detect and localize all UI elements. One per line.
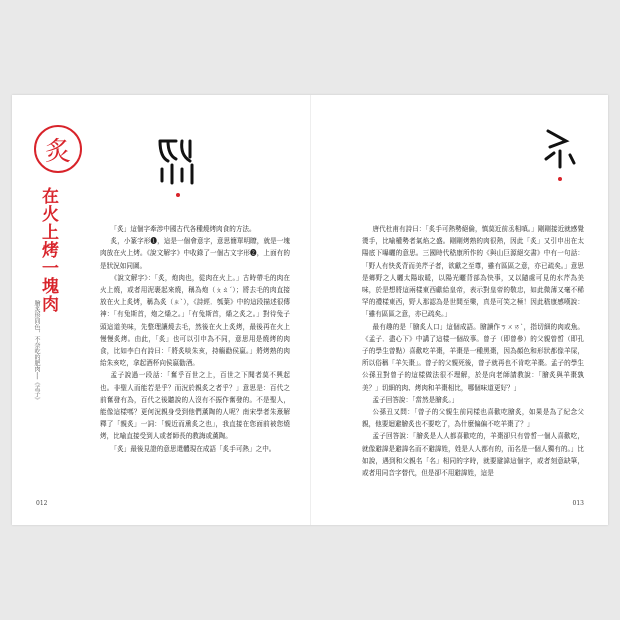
page-number-right: 013 (572, 500, 584, 507)
seal-character (34, 125, 82, 173)
paragraph: 孟子說過一段話：「奮乎百世之上，百世之下聞者莫不興起也。非聖人而能若是乎？而況於親炙之者乎？」意思是：百代之前奮發有為，百代之後聽說的人沒有不振作奮發的。不是聖人，能像這樣嗎？更何況親身受到他們薰陶的人呢？南宋學者朱熹解釋了「親炙」一詞：「親近而熏炙之也」，我直接在您面前被您燒烤，比喻直接受到人或者師長的教誨或薰陶。 (100, 371, 290, 441)
page-gutter (310, 95, 311, 525)
figure-marker-2 (558, 177, 562, 181)
paragraph: 孟子回答說：「當然是膾炙。」 (372, 395, 459, 404)
paragraph: 「炙」這個字牽涉中國古代各種燒烤肉食的方法。 (110, 225, 256, 233)
chapter-title: 在火上烤一塊肉 (38, 187, 58, 313)
paragraph: 「炙」最後見證的意思還體現在成語「炙手可熱」之中。 (110, 444, 276, 453)
paragraph: 公孫丑又問：「曾子的父親生前同樣也喜歡吃膾炙，如果是為了紀念父親，他要迴避膾炙也不要吃了，為什麼偏偏不吃羊棗了？」 (362, 408, 584, 429)
paragraph: 孟子回答說：「膾炙是人人都喜歡吃的，羊棗卻只有曾皙一個人喜歡吃，就像避諱是避諱名而不避諱姓，姓是人人都有的，而名是一個人獨有的。」比如說，遇到和父親名「名」相同的字時，就要避諱這個字，或者刻意缺筆，或者用同音字替代，但是卻不用避諱姓，這是 (362, 432, 584, 478)
seal-char: 炙 (44, 136, 71, 167)
paragraph: 唐代杜甫有詩曰：「炙手可熱勢絕倫，慎莫近前丞相嗔。」剛剛接近就感覺燙手，比喻權勢者氣焰之盛。剛剛烤熟的肉很熱，因此「炙」又引申出在太陽底下曝曬的意思。三國時代嵇康所作的《與山巨源絕交書》中有一句話：「野人有快炙背而美芹子者，欲獻之至尊，雖有區區之意，亦已疏矣。」意思是鄉野之人曬太陽取暖，以陽光曬背部為快事，又以隨處可見的水芹為美味，於是想將這兩樣東西獻給皇帝，表示對皇帝的敬忠，如此微薄又毫不稀罕的禮樣東西，野人那認為是世間至樂，真是可笑之極！因此嵇康感嘆說：「雖有區區之意，亦已疏矣。」 (362, 225, 584, 319)
paragraph: 炙，小篆字形❶，這是一個會意字，意思簡單明瞭，就是一塊肉放在火上烤。《說文解字》中收錄了一個古文字形❷，上面有的是狀況如同圖。 (100, 237, 290, 270)
book-spread (12, 95, 608, 525)
seal-script-炙-icon (152, 135, 204, 187)
seal-script-glyph-illustration (152, 135, 204, 197)
paragraph: 最有趣的是「膾炙人口」這個成語。膾讀作ㄎㄨㄞˋ，指切細的肉或魚。《孟子．盡心下》中講了這樣一個故事。曾子（即曾參）的父親曾皙（即孔子的學生曾點）喜歡吃羊棗，羊棗是一種黑棗，因為顏色和形狀都像羊屎，所以俗稱「羊矢棗」。曾子的父親死後，曾子就再也不肯吃羊棗。孟子的學生公孫丑對曾子的這樣做法很不理解，於是向老師請教說：「膾炙與羊棗孰美？」切細的肉、烤肉和羊棗相比，哪個味道更好？」 (362, 322, 584, 392)
page-number-left: 012 (36, 500, 48, 507)
ancient-glyph-illustration (540, 125, 580, 180)
figure-marker-1 (176, 193, 180, 197)
left-body-text (100, 223, 290, 455)
paragraph: 《說文解字》：「炙，炮肉也，從肉在火上。」古時帶毛的肉在火上燒，或者用泥裹起來燒，稱為炮（ㄆㄠˊ）；將去毛的肉直接放在火上炙烤，稱為炙（ㄓˋ），《詩經．瓠葉》中的這段描述很傳神：「有兔斯首，炮之燔之。」「有兔斯首，燔之炙之。」對待兔子頭這道美味，先整理讓燒去毛，然後在火上炙烤，最後再在火上慢慢炙烤。由此，「炙」也可以引申為不同，意思用是燒烤的肉食，比如李白有詩曰：「將炙啖朱亥，持觴勸侯嬴。」將烤熟的肉給朱亥吃，拿起酒杯向侯嬴勸酒。 (100, 273, 290, 368)
right-body-text (362, 223, 584, 479)
ancient-script-炙-icon (540, 125, 580, 171)
chapter-subtitle: 膾炙形同色，不奈吃的肥肉──《孟子》 (33, 300, 40, 404)
